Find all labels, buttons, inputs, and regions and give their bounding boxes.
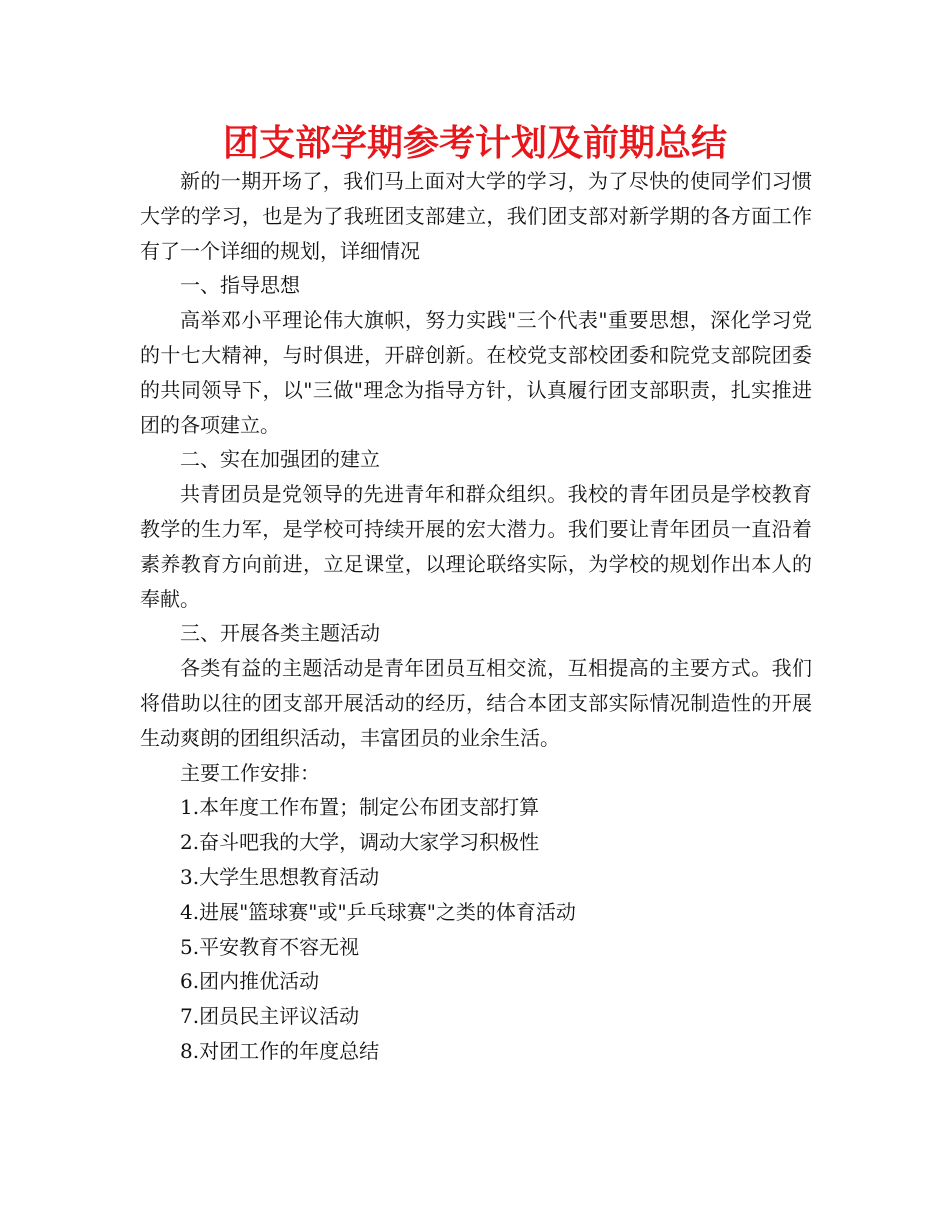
schedule-item-text: 大学生思想教育活动 (199, 864, 380, 889)
schedule-item (140, 790, 812, 825)
schedule-item-text: 本年度工作布置；制定公布团支部打算 (199, 795, 540, 820)
schedule-item-number: 4. (180, 899, 200, 924)
schedule-item (140, 825, 812, 860)
schedule-item-number: 5. (180, 934, 200, 959)
schedule-item-number: 2. (180, 830, 200, 855)
schedule-item-text: 团员民主评议活动 (199, 1004, 360, 1029)
section-text-guiding-ideology: 高举邓小平理论伟大旗帜，努力实践"三个代表"重要思想，深化学习党的十七大精神，与时俱进，开辟创新。在校党支部校团委和院党支部院团委的共同领导下，以"三做"理念为指导方针，认真履行团支部职责，扎实推进团的各项建立。 (140, 308, 812, 437)
schedule-item (140, 964, 812, 999)
section-text-strengthen-league: 共青团员是党领导的先进青年和群众组织。我校的青年团员是学校教育教学的生力军，是学校可持续开展的宏大潜力。我们要让青年团员一直沿着素养教育方向前进，立足课堂，以理论联络实际，为学校的规划作出本人的奉献。 (140, 482, 812, 611)
document-body (140, 164, 812, 1069)
schedule-item-text: 团内推优活动 (199, 969, 320, 994)
document-title: 团支部学期参考计划及前期总结 (222, 123, 727, 164)
schedule-item-text: 平安教育不容无视 (199, 934, 360, 959)
schedule-heading: 主要工作安排： (180, 760, 320, 785)
schedule-item (140, 930, 812, 965)
schedule-item (140, 1034, 812, 1069)
schedule-item-text: 奋斗吧我的大学，调动大家学习积极性 (199, 830, 540, 855)
schedule-item (140, 860, 812, 895)
schedule-item-number: 3. (180, 864, 200, 889)
schedule-item-number: 6. (180, 969, 200, 994)
section-heading-guiding-ideology: 一、指导思想 (180, 273, 300, 298)
schedule-item (140, 999, 812, 1034)
section-heading-theme-activities: 三、开展各类主题活动 (180, 621, 380, 646)
schedule-item-number: 7. (180, 1004, 200, 1029)
schedule-item (140, 895, 812, 930)
schedule-item-number: 8. (180, 1038, 200, 1063)
section-heading-strengthen-league: 二、实在加强团的建立 (180, 447, 380, 472)
schedule-list (140, 790, 812, 1068)
section-text-theme-activities: 各类有益的主题活动是青年团员互相交流，互相提高的主要方式。我们将借助以往的团支部开展活动的经历，结合本团支部实际情况制造性的开展生动爽朗的团组织活动，丰富团员的业余生活。 (140, 656, 812, 750)
intro-paragraph: 新的一期开场了，我们马上面对大学的学习，为了尽快的使同学们习惯大学的学习，也是为了我班团支部建立，我们团支部对新学期的各方面工作有了一个详细的规划，详细情况 (140, 169, 812, 263)
schedule-item-text: 对团工作的年度总结 (199, 1038, 380, 1063)
schedule-item-text: 进展"篮球赛"或"乒乓球赛"之类的体育活动 (199, 899, 576, 924)
schedule-item-number: 1. (180, 795, 200, 820)
